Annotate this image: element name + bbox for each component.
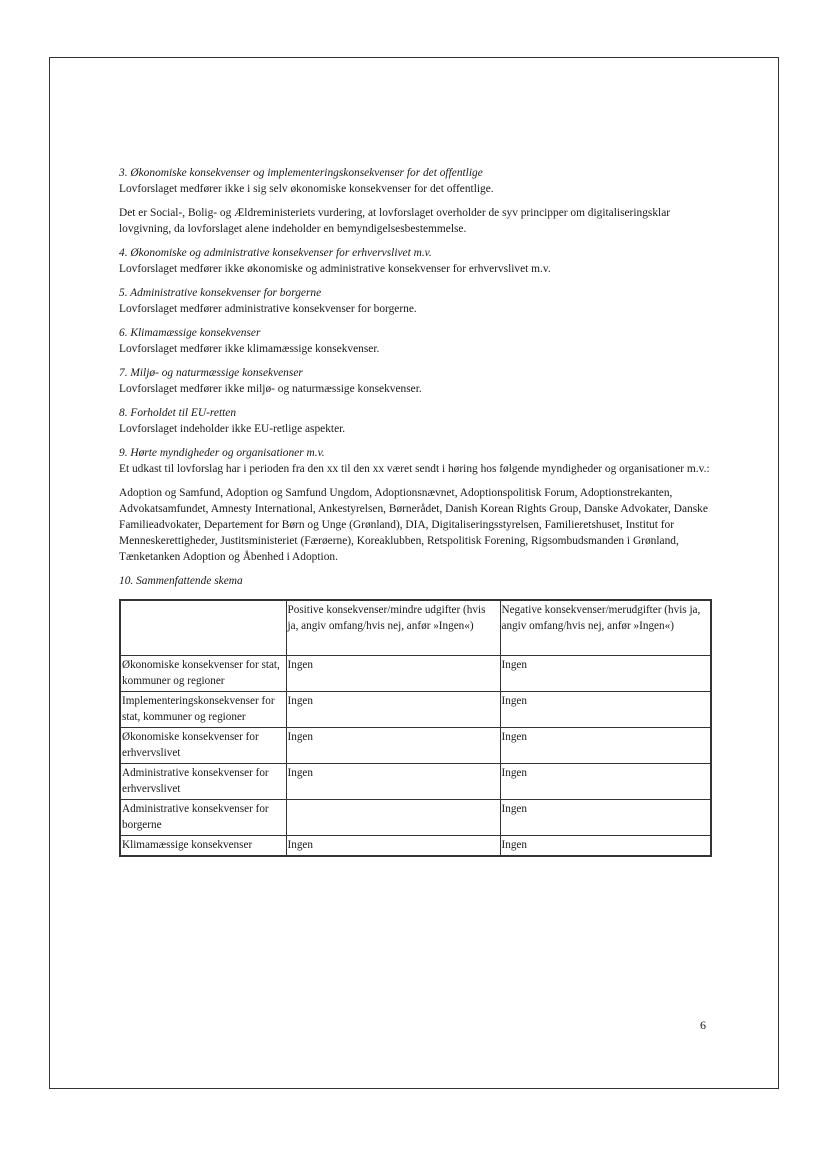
summary-table-header-row (120, 600, 711, 656)
section-heading: 8. Forholdet til EU-retten (119, 407, 237, 419)
section-paragraph: Lovforslaget indeholder ikke EU-retlige aspekter. (119, 423, 346, 435)
column-header-positive: Positive konsekvenser/mindre udgifter (hvis ja, angiv omfang/hvis nej, anfør »Ingen«) (286, 600, 500, 656)
section (119, 365, 714, 397)
section-paragraph: Lovforslaget medfører ikke økonomiske og administrative konsekvenser for erhvervslivet m.v. (119, 263, 551, 275)
section (119, 285, 714, 317)
row-label-cell: Administrative konsekvenser for erhvervslivet (120, 764, 286, 800)
row-label-cell: Økonomiske konsekvenser for erhvervslivet (120, 728, 286, 764)
table-cell: Ingen (286, 656, 500, 692)
section-heading: 5. Administrative konsekvenser for borgerne (119, 287, 322, 299)
column-header-negative: Negative konsekvenser/merudgifter (hvis ja, angiv omfang/hvis nej, anfør »Ingen«) (500, 600, 711, 656)
table-cell (286, 800, 500, 836)
table-row (120, 836, 711, 857)
table-cell: Ingen (286, 728, 500, 764)
table-row (120, 764, 711, 800)
summary-table-section (119, 573, 714, 857)
section (119, 165, 714, 237)
sections-container (119, 165, 714, 565)
section-paragraph: Lovforslaget medfører ikke i sig selv økonomiske konsekvenser for det offentlige. (119, 183, 494, 195)
summary-table (119, 599, 712, 857)
table-cell: Ingen (286, 836, 500, 857)
table-cell: Ingen (500, 728, 711, 764)
row-label-cell: Administrative konsekvenser for borgerne (120, 800, 286, 836)
section-paragraph: Lovforslaget medfører administrative konsekvenser for borgerne. (119, 303, 417, 315)
table-cell: Ingen (500, 836, 711, 857)
table-row (120, 800, 711, 836)
section-heading: 7. Miljø- og naturmæssige konsekvenser (119, 367, 303, 379)
section-paragraph: Lovforslaget medfører ikke miljø- og naturmæssige konsekvenser. (119, 383, 422, 395)
table-cell: Ingen (286, 692, 500, 728)
section-paragraph: Det er Social-, Bolig- og Ældreministeriets vurdering, at lovforslaget overholder de syv principper om digitaliseringsklar lovgivning, da lovforslaget alene indeholder en bemyndigelsesbestemmelse. (119, 207, 671, 235)
section (119, 245, 714, 277)
row-label-cell: Klimamæssige konsekvenser (120, 836, 286, 857)
section (119, 405, 714, 437)
table-cell: Ingen (500, 800, 711, 836)
section (119, 445, 714, 565)
section-paragraph: Lovforslaget medfører ikke klimamæssige konsekvenser. (119, 343, 380, 355)
section-paragraph: Et udkast til lovforslag har i perioden fra den xx til den xx været sendt i høring hos følgende myndigheder og organisationer m.v.: (119, 463, 710, 475)
section (119, 325, 714, 357)
table-cell: Ingen (286, 764, 500, 800)
document-body (119, 165, 714, 857)
row-label-cell: Økonomiske konsekvenser for stat, kommuner og regioner (120, 656, 286, 692)
row-label-cell: Implementeringskonsekvenser for stat, kommuner og regioner (120, 692, 286, 728)
summary-table-heading: 10. Sammenfattende skema (119, 575, 243, 587)
table-row (120, 692, 711, 728)
table-row (120, 728, 711, 764)
section-heading: 3. Økonomiske konsekvenser og implementeringskonsekvenser for det offentlige (119, 167, 483, 179)
section-heading: 9. Hørte myndigheder og organisationer m.v. (119, 447, 325, 459)
section-heading: 4. Økonomiske og administrative konsekvenser for erhvervslivet m.v. (119, 247, 432, 259)
table-row (120, 656, 711, 692)
column-header (120, 600, 286, 656)
section-heading: 6. Klimamæssige konsekvenser (119, 327, 261, 339)
table-cell: Ingen (500, 764, 711, 800)
page-number: 6 (700, 1018, 706, 1032)
table-cell: Ingen (500, 692, 711, 728)
table-cell: Ingen (500, 656, 711, 692)
summary-table-body (120, 656, 711, 857)
section-paragraph: Adoption og Samfund, Adoption og Samfund Ungdom, Adoptionsnævnet, Adoptionspolitisk Forum, Adoptionstrekanten, Advokatsamfundet, Amnesty International, Ankestyrelsen, Børnerådet, Danish Korean Rights Group, Danske Advokater, Danske Familieadvokater, Departement for Børn og Unge (Grønland), DIA, Digitaliseringsstyrelsen, Familieretshuset, Institut for Menneskerettigheder, Justitsministeriet (Færøerne), Koreaklubben, Retspolitisk Forening, Rigsombudsmanden i Grønland, Tænketanken Adoption og Åbenhed i Adoption. (119, 487, 708, 563)
